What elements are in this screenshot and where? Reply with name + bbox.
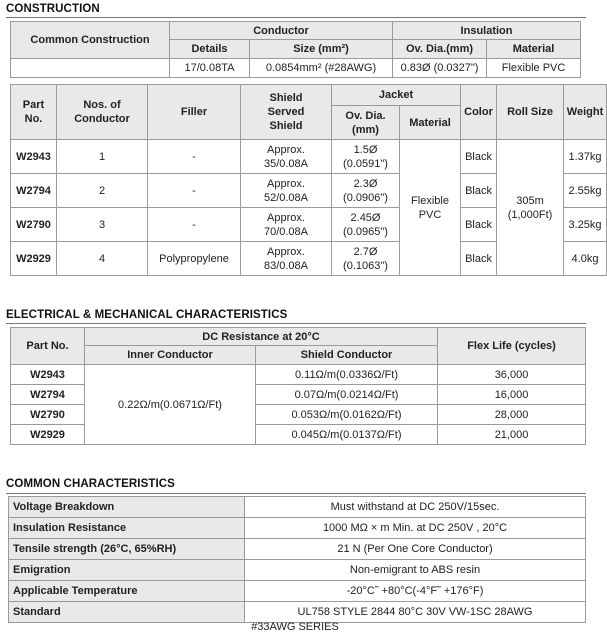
details-value: 17/0.08TA — [170, 59, 250, 78]
flex-life-cell: 21,000 — [438, 425, 586, 445]
nos-cell: 3 — [57, 208, 148, 242]
weight-header: Weight — [564, 85, 607, 140]
electrical-rule — [6, 323, 586, 324]
nos-conductor-header: Nos. of Conductor — [57, 85, 148, 140]
shield-cell: Approx. 70/0.08A — [241, 208, 332, 242]
nos-cell: 4 — [57, 242, 148, 276]
jacket-material-header: Material — [400, 106, 461, 140]
flex-life-cell: 28,000 — [438, 405, 586, 425]
voltage-breakdown-value: Must withstand at DC 250V/15sec. — [245, 497, 586, 518]
filler-cell: - — [148, 174, 241, 208]
table-row — [11, 140, 607, 174]
applicable-temperature-label: Applicable Temperature — [9, 581, 245, 602]
shield-header: Shield Served Shield — [241, 85, 332, 140]
jacket-ovdia-cell: 2.7Ø (0.1063") — [332, 242, 400, 276]
jacket-material-cell: Flexible PVC — [400, 140, 461, 276]
electrical-table — [10, 327, 586, 445]
shield-conductor-header: Shield Conductor — [256, 346, 438, 365]
roll-size-cell: 305m (1,000Ft) — [497, 140, 564, 276]
weight-cell: 4.0kg — [564, 242, 607, 276]
construction-title: CONSTRUCTION — [6, 3, 100, 15]
part-no-cell: W2929 — [11, 242, 57, 276]
emigration-value: Non-emigrant to ABS resin — [245, 560, 586, 581]
common-table — [8, 496, 586, 623]
part-no-cell: W2794 — [11, 385, 85, 405]
nos-cell: 2 — [57, 174, 148, 208]
flex-life-cell: 16,000 — [438, 385, 586, 405]
nos-cell: 1 — [57, 140, 148, 174]
ovdia-header: Ov. Dia.(mm) — [393, 40, 487, 59]
part-no-cell: W2943 — [11, 140, 57, 174]
tensile-strength-label: Tensile strength (26°C, 65%RH) — [9, 539, 245, 560]
shield-cell: Approx. 35/0.08A — [241, 140, 332, 174]
emigration-label: Emigration — [9, 560, 245, 581]
ovdia-value: 0.83Ø (0.0327") — [393, 59, 487, 78]
insulation-header: Insulation — [393, 22, 581, 40]
voltage-breakdown-label: Voltage Breakdown — [9, 497, 245, 518]
part-no-header: Part No. — [11, 85, 57, 140]
material-value: Flexible PVC — [487, 59, 581, 78]
construction-table — [10, 84, 607, 276]
shield-conductor-cell: 0.045Ω/m(0.0137Ω/Ft) — [256, 425, 438, 445]
standard-label: Standard — [9, 602, 245, 623]
jacket-ovdia-header: Ov. Dia. (mm) — [332, 106, 400, 140]
part-no-cell: W2790 — [11, 208, 57, 242]
size-value: 0.0854mm² (#28AWG) — [250, 59, 393, 78]
weight-cell: 3.25kg — [564, 208, 607, 242]
part-no-cell: W2943 — [11, 365, 85, 385]
flex-life-header: Flex Life (cycles) — [438, 328, 586, 365]
color-cell: Black — [461, 208, 497, 242]
size-header: Size (mm²) — [250, 40, 393, 59]
shield-cell: Approx. 83/0.08A — [241, 242, 332, 276]
part-no-cell: W2794 — [11, 174, 57, 208]
jacket-ovdia-cell: 2.3Ø (0.0906") — [332, 174, 400, 208]
color-cell: Black — [461, 242, 497, 276]
weight-cell: 1.37kg — [564, 140, 607, 174]
elec-part-no-header: Part No. — [11, 328, 85, 365]
roll-size-header: Roll Size — [497, 85, 564, 140]
shield-conductor-cell: 0.11Ω/m(0.0336Ω/Ft) — [256, 365, 438, 385]
inner-conductor-header: Inner Conductor — [85, 346, 256, 365]
common-construction-table — [10, 21, 581, 78]
table-row — [9, 560, 586, 581]
table-row — [9, 497, 586, 518]
filler-header: Filler — [148, 85, 241, 140]
jacket-header: Jacket — [332, 85, 461, 106]
part-no-cell: W2929 — [11, 425, 85, 445]
construction-rule — [6, 17, 586, 18]
color-cell: Black — [461, 174, 497, 208]
table-row — [9, 581, 586, 602]
common-construction-blank — [11, 59, 170, 78]
color-cell: Black — [461, 140, 497, 174]
shield-conductor-cell: 0.053Ω/m(0.0162Ω/Ft) — [256, 405, 438, 425]
table-row — [9, 602, 586, 623]
shield-cell: Approx. 52/0.08A — [241, 174, 332, 208]
color-header: Color — [461, 85, 497, 140]
part-no-cell: W2790 — [11, 405, 85, 425]
insulation-resistance-value: 1000 MΩ × m Min. at DC 250V , 20°C — [245, 518, 586, 539]
applicable-temperature-value: -20°C˜ +80°C(-4°F˜ +176°F) — [245, 581, 586, 602]
jacket-ovdia-cell: 1.5Ø (0.0591") — [332, 140, 400, 174]
common-title: COMMON CHARACTERISTICS — [6, 478, 175, 490]
material-header: Material — [487, 40, 581, 59]
weight-cell: 2.55kg — [564, 174, 607, 208]
filler-cell: - — [148, 140, 241, 174]
insulation-resistance-label: Insulation Resistance — [9, 518, 245, 539]
series-footer: #33AWG SERIES — [251, 621, 339, 633]
jacket-ovdia-cell: 2.45Ø (0.0965") — [332, 208, 400, 242]
shield-conductor-cell: 0.07Ω/m(0.0214Ω/Ft) — [256, 385, 438, 405]
inner-conductor-cell: 0.22Ω/m(0.0671Ω/Ft) — [85, 365, 256, 445]
common-rule — [6, 493, 586, 494]
common-construction-header: Common Construction — [11, 22, 170, 59]
standard-value: UL758 STYLE 2844 80°C 30V VW-1SC 28AWG — [245, 602, 586, 623]
table-row — [9, 518, 586, 539]
electrical-title: ELECTRICAL & MECHANICAL CHARACTERISTICS — [6, 309, 288, 321]
filler-cell: Polypropylene — [148, 242, 241, 276]
flex-life-cell: 36,000 — [438, 365, 586, 385]
table-row — [9, 539, 586, 560]
tensile-strength-value: 21 N (Per One Core Conductor) — [245, 539, 586, 560]
dc-resistance-header: DC Resistance at 20°C — [85, 328, 438, 346]
filler-cell: - — [148, 208, 241, 242]
table-row — [11, 365, 586, 385]
conductor-header: Conductor — [170, 22, 393, 40]
details-header: Details — [170, 40, 250, 59]
